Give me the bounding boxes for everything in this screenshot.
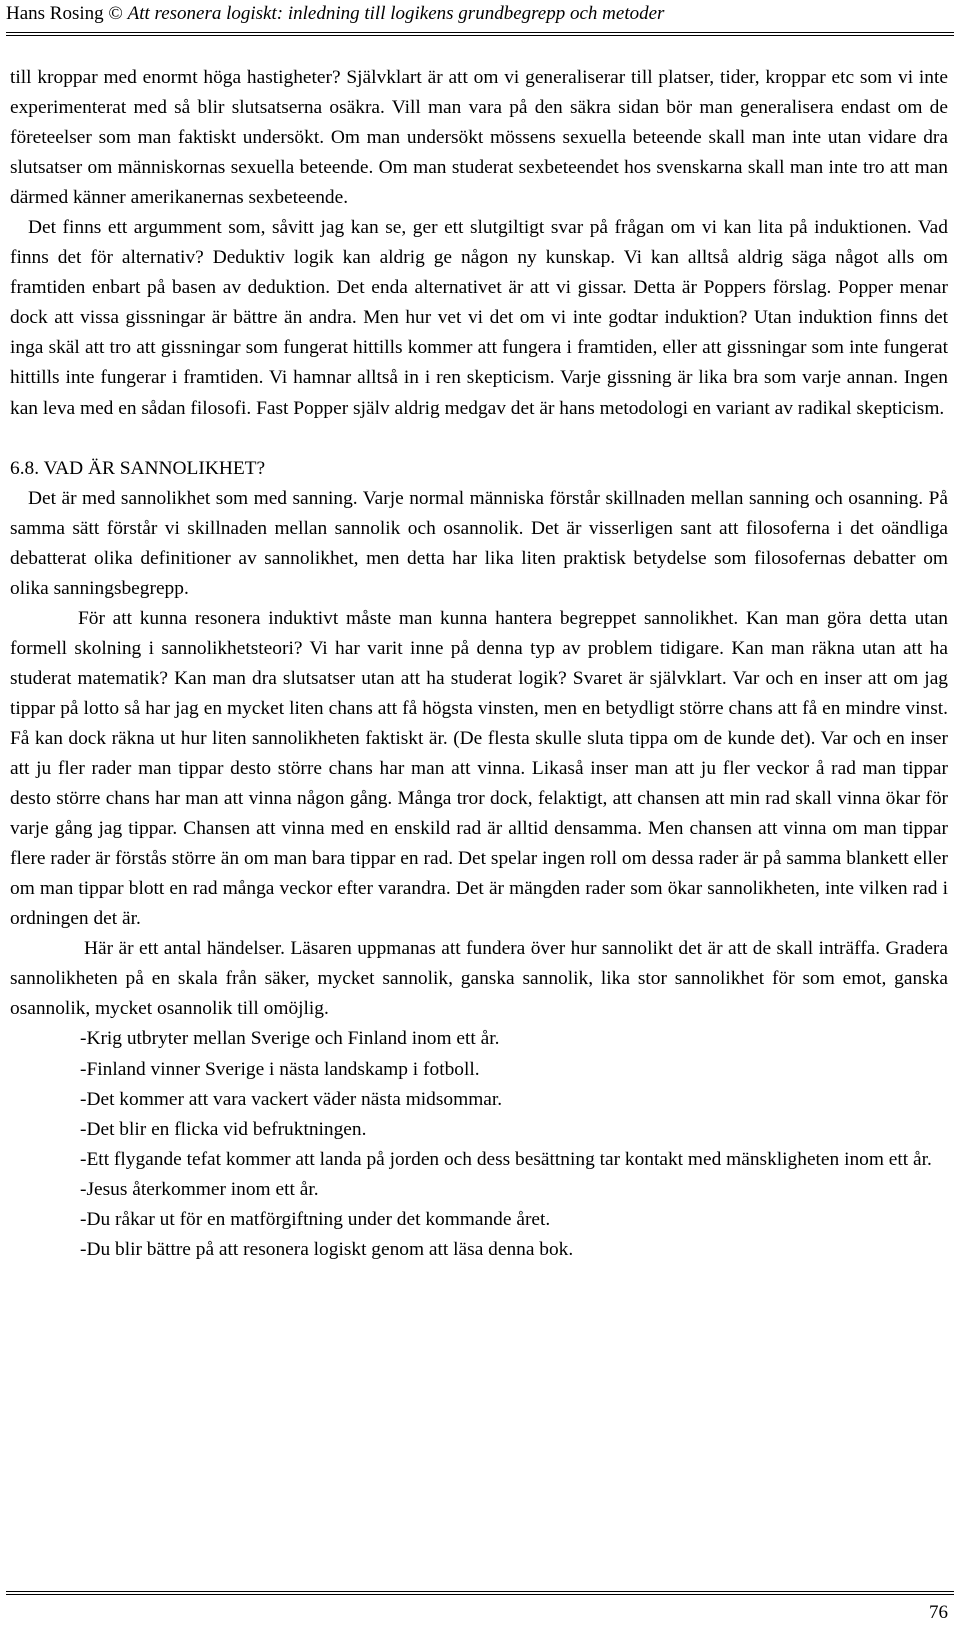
footer-rule-bottom bbox=[6, 1594, 954, 1595]
header-rule-top bbox=[6, 32, 954, 33]
page-number: 76 bbox=[929, 1602, 948, 1623]
list-item: -Ett flygande tefat kommer att landa på jorden och dess besättning tar kontakt med mänskligheten inom ett år. bbox=[80, 1148, 932, 1170]
list-item: -Jesus återkommer inom ett år. bbox=[80, 1178, 319, 1200]
list-item: -Det kommer att vara vackert väder nästa midsommar. bbox=[80, 1088, 503, 1110]
list-item: -Du råkar ut för en matförgiftning under det kommande året. bbox=[80, 1208, 551, 1230]
header-rule-bottom bbox=[6, 35, 954, 36]
event-list bbox=[10, 1024, 948, 1264]
paragraph-continuation: till kroppar med enormt höga hastigheter? Självklart är att om vi generaliserar till platser, tider, kroppar etc som vi inte experimenterat med så blir slutsatserna osäkra. Vill man vara på den säkra sidan bör man generalisera endast om de företeelser som man faktiskt undersökt. Om man undersökt mössens sexuella beteende skall man inte utan vidare dra slutsatser om människornas sexuella beteende. Om man studerat sexbeteendet hos svenskarna skall man inte tro att man därmed känner amerikanernas sexbeteende. bbox=[10, 67, 948, 209]
copyright-symbol: © bbox=[108, 3, 123, 24]
paragraph-induction-argument: Det finns ett argumment som, såvitt jag kan se, ger ett slutgiltigt svar på frågan om vi kan lita på induktionen. Vad finns det för alternativ? Deduktiv logik kan aldrig ge någon ny kunskap. Vi kan alltså aldrig säga något alls om framtiden enbart på basen av deduktion. Det enda alternativet är att vi gissar. Detta är Poppers förslag. Popper menar dock att vissa gissningar är bättre än andra. Men hur vet vi det om vi inte godtar induktion? Utan induktion finns det inga skäl att tro att gissningar som fungerat hittills kommer att fungera i framtiden, eller att gissningar som inte fungerat hittills inte fungerar i framtiden. Vi hamnar alltså in i ren skepticism. Varje gissning är lika bra som varje annan. Ingen kan leva med en sådan filosofi. Fast Popper själv aldrig medgav det är hans metodologi en variant av radikal skepticism. bbox=[10, 217, 948, 419]
page-body bbox=[10, 63, 948, 1265]
list-item: -Krig utbryter mellan Sverige och Finland inom ett år. bbox=[80, 1028, 500, 1050]
paragraph-inductive-reasoning: För att kunna resonera induktivt måste man kunna hantera begreppet sannolikhet. Kan man göra detta utan formell skolning i sannolikhetsteori? Vi har varit inne på denna typ av problem tidigare. Kan man räkna utan att ha studerat matematik? Kan man dra slutsatser utan att ha studerat logik? Svaret är självklart. Var och en inser att om jag tippar på lotto så har jag en mycket liten chans att få högsta vinsten, men en betydligt större chans att få en mindre vinst. Få kan dock räkna ut hur liten sannolikheten faktiskt är. (De flesta skulle sluta tippa om de kunde det). Var och en inser att ju fler rader man tippar desto större chans har man att vinna. Likaså inser man att ju fler veckor å rad man tippar desto större chans har man att vinna någon gång. Många tror dock, felaktigt, att chansen att min rad skall vinna ökar för varje gång jag tippar. Chansen att vinna med en enskild rad är alltid densamma. Men chansen att vinna om man tippar flere rader är förstås större än om man bara tippar en rad. Det spelar ingen roll om dessa rader är på samma blankett eller om man tippar blott en rad många veckor efter varandra. Det är mängden rader som ökar sannolikheten, inte vilken rad i ordningen det är. bbox=[10, 607, 948, 930]
list-item: -Finland vinner Sverige i nästa landskamp i fotboll. bbox=[80, 1058, 480, 1080]
header-book-title: Att resonera logiskt: inledning till logikens grundbegrepp och metoder bbox=[127, 3, 665, 24]
running-header bbox=[6, 2, 664, 26]
paragraph-events-intro: Här är ett antal händelser. Läsaren uppmanas att fundera över hur sannolikt det är att de skall inträffa. Gradera sannolikheten på en skala från säker, mycket sannolik, ganska sannolik, lika stor sannolikhet för som emot, ganska osannolik, mycket osannolik till omöjlig. bbox=[10, 938, 948, 1020]
paragraph-probability-intro: Det är med sannolikhet som med sanning. Varje normal människa förstår skillnaden mellan sanning och osanning. På samma sätt förstår vi skillnaden mellan sannolik och osannolik. Det är visserligen sant att filosoferna i det oändliga debatterat olika definitioner av sannolikhet, men detta har lika liten praktisk betydelse som filosofernas debatter om olika sanningsbegrepp. bbox=[10, 487, 948, 599]
list-item: -Det blir en flicka vid befruktningen. bbox=[80, 1118, 367, 1140]
footer-rule-top bbox=[6, 1591, 954, 1592]
header-author: Hans Rosing bbox=[6, 3, 104, 24]
list-item: -Du blir bättre på att resonera logiskt genom att läsa denna bok. bbox=[80, 1238, 574, 1260]
section-heading: 6.8. VAD ÄR SANNOLIKHET? bbox=[10, 457, 266, 479]
